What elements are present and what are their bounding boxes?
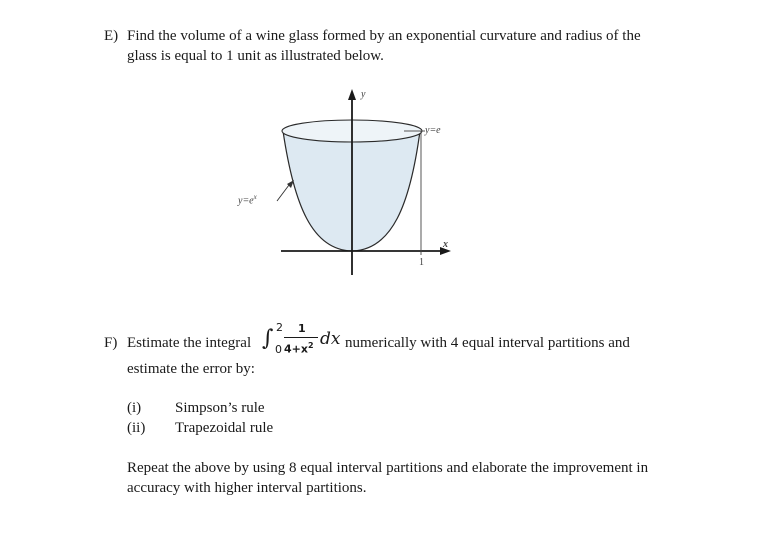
- problem-e-line-2: glass is equal to 1 unit as illustrated below.: [127, 48, 384, 64]
- problem-e-line-1: Find the volume of a wine glass formed by an exponential curvature and radius of the: [127, 28, 641, 44]
- curve-label-exponent: x: [253, 193, 257, 201]
- repeat-line-2: accuracy with higher interval partitions.: [127, 480, 367, 496]
- method-2-number: (ii): [127, 420, 146, 436]
- problem-f-text-after: numerically with 4 equal interval partitions and: [345, 335, 630, 351]
- curve-pointer-line: [277, 185, 289, 201]
- curve-label-base: y=e: [238, 195, 254, 207]
- integrand-denominator-exponent: 2: [307, 341, 314, 350]
- integrand-fraction-bar: [284, 337, 318, 338]
- y-axis-label: y: [361, 89, 366, 100]
- x-one-label: 1: [419, 257, 424, 268]
- method-2-label: Trapezoidal rule: [175, 420, 274, 436]
- y-axis-arrow: [348, 89, 356, 100]
- integral-sign: ∫: [262, 326, 274, 351]
- integrand-denominator-base: 4+x: [284, 342, 308, 356]
- integral-differential: dx: [320, 329, 341, 349]
- method-1-label: Simpson’s rule: [175, 400, 265, 416]
- repeat-line-1: Repeat the above by using 8 equal interval partitions and elaborate the improvement in: [127, 460, 649, 476]
- y-e-label: y=e: [425, 125, 441, 136]
- problem-e-letter: E): [104, 28, 119, 44]
- problem-f-line-2: estimate the error by:: [127, 361, 255, 377]
- curve-label: [238, 193, 257, 206]
- integral-lower-limit: 0: [275, 343, 282, 356]
- integral-upper-limit: 2: [276, 321, 283, 334]
- problem-f-text-before: Estimate the integral: [127, 335, 252, 351]
- x-axis-label: x: [443, 239, 448, 250]
- integrand-denominator: [284, 340, 314, 356]
- method-1-number: (i): [127, 400, 142, 416]
- problem-f-letter: F): [104, 335, 118, 351]
- integrand-numerator: 1: [298, 322, 306, 335]
